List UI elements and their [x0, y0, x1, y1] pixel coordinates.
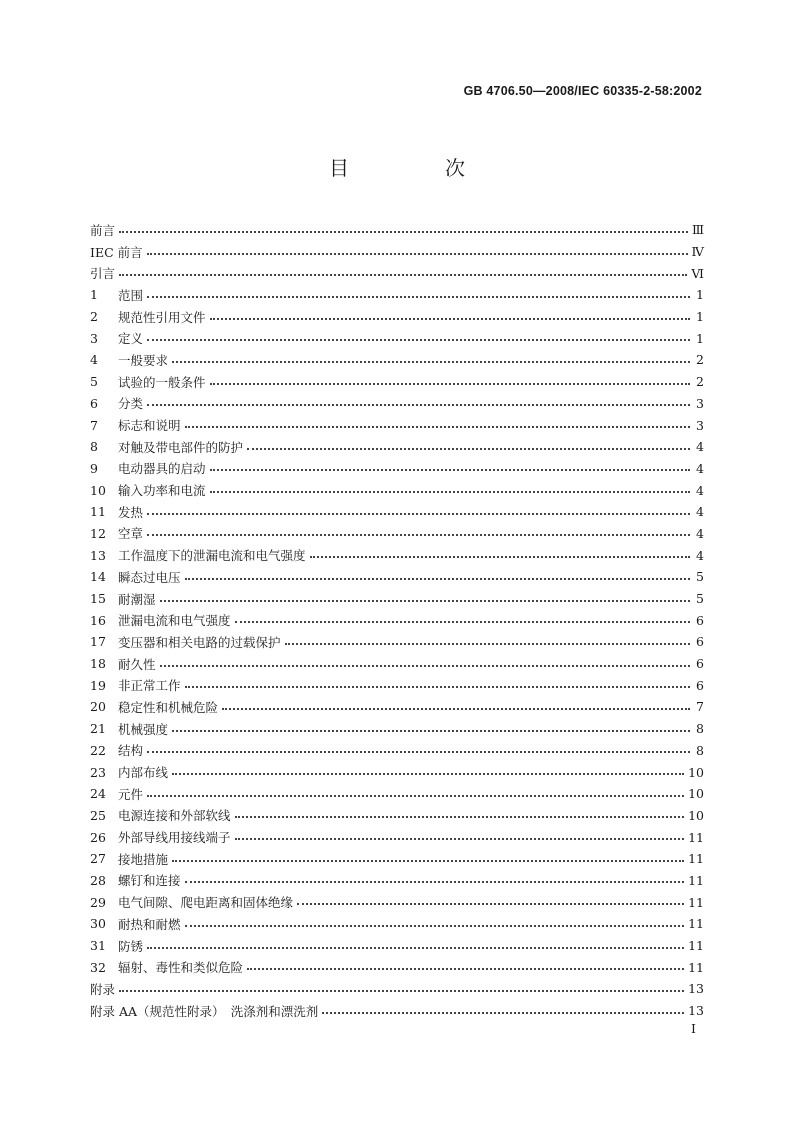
toc-entry-label-group — [90, 937, 143, 955]
toc-dot-leader — [210, 383, 690, 385]
toc-entry-page: 7 — [696, 699, 704, 715]
toc-dot-leader — [185, 686, 690, 688]
toc-entry-page: 2 — [696, 352, 704, 368]
toc-entry-number: 8 — [90, 439, 98, 455]
page-title: 目 次 — [329, 156, 503, 180]
toc-entry-title: 前言 — [90, 222, 116, 238]
toc-dot-leader — [210, 469, 690, 471]
toc-entry-page: 11 — [688, 894, 704, 910]
toc-entry-title: 辐射、毒性和类似危险 — [118, 960, 244, 976]
toc-entry-page: 6 — [696, 612, 704, 628]
toc-entry-label-group — [90, 871, 181, 889]
toc-entry-title: 附录 — [90, 981, 116, 997]
toc-entry-number: 13 — [90, 547, 106, 563]
toc-entry-number: 21 — [90, 721, 106, 737]
toc-dot-leader — [119, 990, 684, 992]
toc-entry-title: 螺钉和连接 — [118, 873, 181, 889]
toc-entry-number: 25 — [90, 807, 106, 823]
toc-dot-leader — [119, 274, 687, 276]
toc-entry[interactable] — [90, 631, 704, 653]
page-number: I — [691, 1021, 696, 1036]
toc-entry-label-group — [90, 438, 243, 456]
toc-entry-number: 19 — [90, 677, 106, 693]
toc-entry[interactable] — [90, 414, 704, 436]
toc-entry-title: 附录 AA（规范性附录） 洗涤剂和漂洗剂 — [90, 1003, 319, 1019]
toc-entry-number: 23 — [90, 764, 106, 780]
toc-entry-page: Ⅵ — [691, 265, 704, 281]
toc-dot-leader — [185, 426, 690, 428]
toc-entry-number: 28 — [90, 872, 106, 888]
toc-entry-title: 空章 — [118, 526, 144, 542]
toc-entry-title: 防锈 — [118, 938, 144, 954]
toc-entry-label-group — [90, 785, 143, 803]
toc-entry-number: 2 — [90, 309, 98, 325]
toc-entry-title: 对触及带电部件的防护 — [118, 439, 244, 455]
toc-dot-leader — [247, 968, 684, 970]
toc-entry-number: 4 — [90, 352, 98, 368]
toc-dot-leader — [222, 708, 690, 710]
toc-entry-page: Ⅳ — [691, 244, 704, 260]
toc-entry[interactable] — [90, 544, 704, 566]
toc-entry-page: 2 — [696, 374, 704, 390]
toc-entry-title: 瞬态过电压 — [118, 569, 181, 585]
toc-entry-number: 22 — [90, 742, 106, 758]
toc-dot-leader — [247, 448, 690, 450]
toc-entry[interactable] — [90, 913, 704, 935]
toc-entry-page: 11 — [688, 851, 704, 867]
toc-dot-leader — [147, 513, 690, 515]
toc-entry[interactable] — [90, 740, 704, 762]
toc-dot-leader — [160, 600, 690, 602]
toc-entry-title: 输入功率和电流 — [118, 483, 206, 499]
toc-entry-number: 26 — [90, 829, 106, 845]
toc-entry[interactable] — [90, 870, 704, 892]
toc-entry[interactable] — [90, 653, 704, 675]
toc-entry[interactable] — [90, 479, 704, 501]
toc-entry-title: 耐潮湿 — [118, 591, 156, 607]
toc-dot-leader — [297, 903, 684, 905]
toc-entry[interactable] — [90, 284, 704, 306]
toc-entry-page: 11 — [688, 872, 704, 888]
toc-entry-title: 分类 — [118, 396, 144, 412]
toc-entry[interactable] — [90, 956, 704, 978]
toc-entry-title: 标志和说明 — [118, 418, 181, 434]
toc-entry-title: 元件 — [118, 786, 144, 802]
toc-entry-number: 7 — [90, 417, 98, 433]
toc-dot-leader — [210, 491, 690, 493]
toc-entry[interactable] — [90, 978, 704, 1000]
toc-entry-number: 29 — [90, 894, 106, 910]
toc-entry[interactable] — [90, 349, 704, 371]
toc-entry-title: 定义 — [118, 331, 144, 347]
toc-entry-label-group — [90, 741, 143, 759]
toc-entry-number: 32 — [90, 959, 106, 975]
toc-entry[interactable] — [90, 327, 704, 349]
toc-entry-page: 11 — [688, 938, 704, 954]
toc-entry-number: 10 — [90, 482, 106, 498]
toc-entry-label-group — [90, 915, 181, 933]
toc-entry-label-group — [90, 308, 206, 326]
toc-entry-number: 1 — [90, 287, 98, 303]
toc-entry[interactable] — [90, 718, 704, 740]
toc-entry[interactable] — [90, 783, 704, 805]
toc-dot-leader — [235, 621, 690, 623]
toc-entry-title: 外部导线用接线端子 — [118, 830, 231, 846]
toc-entry-page: 10 — [688, 786, 704, 802]
toc-entry-page: 4 — [696, 439, 704, 455]
toc-dot-leader — [235, 816, 685, 818]
toc-dot-leader — [322, 1012, 684, 1014]
toc-entry-label-group — [90, 373, 206, 391]
toc-entry-page: 5 — [696, 569, 704, 585]
toc-entry[interactable] — [90, 826, 704, 848]
toc-dot-leader — [185, 925, 685, 927]
toc-entry-number: 20 — [90, 699, 106, 715]
toc-entry[interactable] — [90, 935, 704, 957]
toc-entry-page: 10 — [688, 764, 704, 780]
toc-entry-label-group — [90, 481, 206, 499]
toc-dot-leader — [147, 795, 684, 797]
toc-entry[interactable] — [90, 501, 704, 523]
toc-entry-number: 5 — [90, 374, 98, 390]
toc-dot-leader — [185, 578, 690, 580]
toc-entry[interactable] — [90, 393, 704, 415]
toc-entry-title: IEC 前言 — [90, 244, 143, 260]
toc-entry[interactable] — [90, 458, 704, 480]
toc-entry-page: Ⅲ — [691, 222, 704, 238]
toc-entry[interactable] — [90, 674, 704, 696]
toc-entry-label-group — [90, 806, 231, 824]
toc-entry-title: 一般要求 — [118, 352, 169, 368]
toc-dot-leader — [235, 838, 685, 840]
toc-entry-page: 1 — [696, 330, 704, 346]
toc-entry[interactable] — [90, 761, 704, 783]
toc-entry-number: 9 — [90, 460, 98, 476]
toc-entry-page: 4 — [696, 460, 704, 476]
toc-entry-title: 工作温度下的泄漏电流和电气强度 — [118, 548, 306, 564]
toc-entry-label-group — [90, 676, 181, 694]
toc-entry-label-group — [90, 611, 231, 629]
toc-entry-page: 1 — [696, 287, 704, 303]
toc-entry-page: 6 — [696, 677, 704, 693]
toc-dot-leader — [160, 665, 690, 667]
table-of-contents — [90, 219, 704, 1021]
toc-entry-number: 16 — [90, 612, 106, 628]
toc-entry[interactable] — [90, 609, 704, 631]
toc-entry-page: 3 — [696, 417, 704, 433]
toc-entry-title: 范围 — [118, 287, 144, 303]
toc-entry-title: 变压器和相关电路的过载保护 — [118, 634, 281, 650]
toc-entry-title: 泄漏电流和电气强度 — [118, 613, 231, 629]
toc-entry-title: 引言 — [90, 266, 116, 282]
toc-entry-number: 30 — [90, 916, 106, 932]
toc-entry-page: 8 — [696, 742, 704, 758]
toc-entry-title: 电动器具的启动 — [118, 461, 206, 477]
toc-entry-page: 13 — [688, 981, 704, 997]
toc-entry-label-group — [90, 1002, 318, 1020]
toc-entry[interactable] — [90, 436, 704, 458]
toc-entry-label-group — [90, 286, 143, 304]
toc-entry-title: 发热 — [118, 504, 144, 520]
toc-dot-leader — [147, 253, 688, 255]
toc-dot-leader — [210, 318, 690, 320]
toc-entry-label-group — [90, 416, 181, 434]
toc-entry-page: 4 — [696, 504, 704, 520]
toc-dot-leader — [172, 361, 690, 363]
toc-entry[interactable] — [90, 566, 704, 588]
toc-entry[interactable] — [90, 1000, 704, 1022]
toc-entry-label-group — [90, 524, 143, 542]
toc-entry-page: 4 — [696, 482, 704, 498]
toc-dot-leader — [119, 231, 688, 233]
toc-entry-label-group — [90, 958, 243, 976]
toc-entry-title: 规范性引用文件 — [118, 309, 206, 325]
toc-entry-page: 6 — [696, 656, 704, 672]
toc-entry-page: 13 — [688, 1003, 704, 1019]
toc-entry[interactable] — [90, 371, 704, 393]
toc-entry-label-group — [90, 655, 156, 673]
toc-entry[interactable] — [90, 523, 704, 545]
toc-entry-number: 31 — [90, 938, 106, 954]
toc-entry[interactable] — [90, 241, 704, 263]
toc-dot-leader — [147, 296, 690, 298]
toc-entry-page: 1 — [696, 309, 704, 325]
toc-entry-title: 内部布线 — [118, 765, 169, 781]
toc-dot-leader — [310, 556, 690, 558]
toc-entry-page: 10 — [688, 807, 704, 823]
toc-dot-leader — [172, 860, 684, 862]
toc-entry[interactable] — [90, 588, 704, 610]
toc-entry-label-group — [90, 633, 281, 651]
toc-entry-label-group — [90, 590, 156, 608]
toc-entry-number: 18 — [90, 656, 106, 672]
toc-entry-page: 11 — [688, 959, 704, 975]
toc-entry-title: 电源连接和外部软线 — [118, 808, 231, 824]
toc-entry-page: 4 — [696, 525, 704, 541]
toc-entry-page: 11 — [688, 829, 704, 845]
toc-entry-label-group — [90, 221, 115, 239]
toc-entry[interactable] — [90, 848, 704, 870]
toc-entry-title: 试验的一般条件 — [118, 374, 206, 390]
toc-entry[interactable] — [90, 696, 704, 718]
toc-entry-title: 机械强度 — [118, 721, 169, 737]
toc-entry-number: 11 — [90, 504, 106, 520]
toc-entry-number: 17 — [90, 634, 106, 650]
toc-entry-label-group — [90, 351, 168, 369]
toc-entry[interactable] — [90, 262, 704, 284]
toc-entry-number: 3 — [90, 330, 98, 346]
toc-entry-page: 3 — [696, 395, 704, 411]
toc-dot-leader — [172, 773, 684, 775]
toc-entry[interactable] — [90, 306, 704, 328]
standard-code-header: GB 4706.50—2008/IEC 60335-2-58:2002 — [463, 84, 702, 98]
toc-entry-page: 5 — [696, 591, 704, 607]
toc-entry-title: 稳定性和机械危险 — [118, 699, 219, 715]
toc-entry[interactable] — [90, 805, 704, 827]
toc-dot-leader — [147, 339, 690, 341]
toc-dot-leader — [172, 730, 690, 732]
toc-entry[interactable] — [90, 891, 704, 913]
toc-entry-page: 6 — [696, 634, 704, 650]
toc-entry-label-group — [90, 329, 143, 347]
toc-entry-number: 14 — [90, 569, 106, 585]
toc-entry-page: 11 — [688, 916, 704, 932]
toc-entry-label-group — [90, 763, 168, 781]
toc-entry-number: 6 — [90, 395, 98, 411]
toc-entry-label-group — [90, 459, 206, 477]
toc-entry-label-group — [90, 850, 168, 868]
toc-entry-title: 电气间隙、爬电距离和固体绝缘 — [118, 895, 294, 911]
toc-entry-label-group — [90, 980, 115, 998]
toc-dot-leader — [147, 404, 690, 406]
toc-entry-title: 耐热和耐燃 — [118, 916, 181, 932]
toc-entry-title: 非正常工作 — [118, 678, 181, 694]
toc-entry-number: 24 — [90, 786, 106, 802]
toc-entry-number: 15 — [90, 591, 106, 607]
toc-entry-label-group — [90, 568, 181, 586]
toc-entry-title: 接地措施 — [118, 851, 169, 867]
toc-entry-label-group — [90, 243, 143, 261]
toc-dot-leader — [147, 947, 684, 949]
toc-entry-label-group — [90, 893, 293, 911]
toc-dot-leader — [285, 643, 690, 645]
toc-entry-number: 12 — [90, 525, 106, 541]
toc-entry-label-group — [90, 546, 306, 564]
toc-entry-label-group — [90, 264, 115, 282]
toc-dot-leader — [147, 534, 690, 536]
toc-dot-leader — [147, 751, 690, 753]
toc-entry-title: 结构 — [118, 743, 144, 759]
toc-entry-number: 27 — [90, 851, 106, 867]
toc-entry-label-group — [90, 503, 143, 521]
toc-entry-title: 耐久性 — [118, 656, 156, 672]
toc-dot-leader — [185, 881, 685, 883]
toc-entry[interactable] — [90, 219, 704, 241]
toc-entry-label-group — [90, 394, 143, 412]
toc-entry-label-group — [90, 828, 231, 846]
toc-entry-page: 4 — [696, 547, 704, 563]
toc-entry-page: 8 — [696, 721, 704, 737]
toc-entry-label-group — [90, 698, 218, 716]
toc-entry-label-group — [90, 720, 168, 738]
